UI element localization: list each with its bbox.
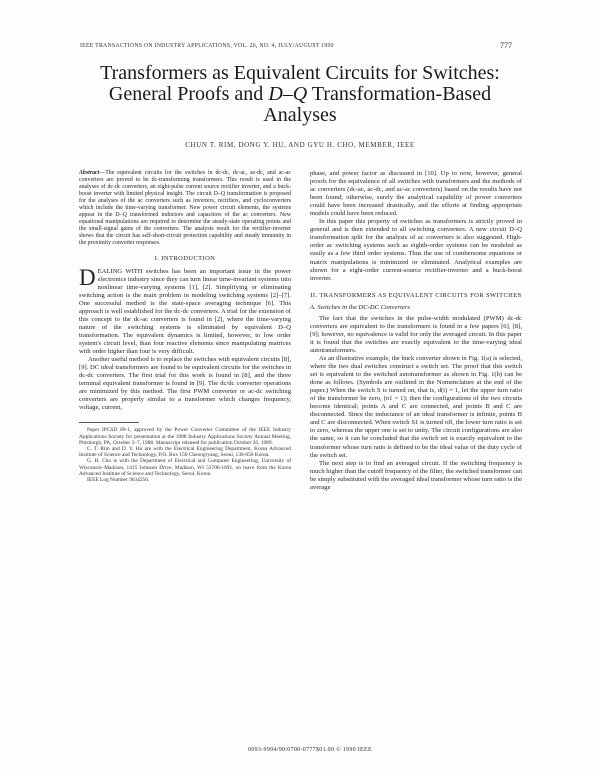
footnote-authors-1: C. T. Rim and D. Y. Hu are with the Electrical Engineering Department, Korea Advanced Institute of Science and Technology, P.O. Box 150 Cheongryang, Seoul, 130-650 Korea.	[79, 445, 291, 459]
title-line-2-end: Transformation-Based	[307, 83, 492, 105]
subsection-heading-dcdc: A. Switches in the DC-DC Converters	[310, 303, 410, 311]
page-number: 777	[500, 41, 512, 50]
title-line-3: Analyses	[263, 104, 337, 126]
abstract-text: —The equivalent circuits for the switches in dc-dc, dc-ac, ac-dc, and ac-ac converters are proved to be dc-transforming transformers. This result is used in the analyses of dc-dc converters, an eight-pulse current source rectifier inverter, and a buck-boost inverter with limited physical insight. The circuit D–Q transformation is proposed for the analyses of the ac converters such as inverters, rectifiers, and cycloconverters which include the time-varying transformer. New power circuit elements, the systems appear in the D–Q transformed inductors and capacitors of the ac converters. New equational manipulations are required to determine the steady-state operating points and the small-signal gains of the converters. The analysis result for the rectifier-inverter shows that the circuit has self-short-circuit protection capability and steady immunity in the proximity converter responses.	[79, 170, 291, 246]
right-paragraph-1: phase, and power factor as discussed in [10]. Up to now, however, general proofs for the equivalence of all switches with transformers and the methods of ac converters (dc-ac, ac-dc, and ac-ac converters) based on the results have not been found; otherwise, surely the analytical capability of power converters could have been increased drastically, and the efforts at finding appropriate models could have been reduced.	[310, 170, 522, 218]
abstract-label: Abstract	[79, 170, 100, 176]
paper-title	[60, 63, 540, 126]
intro-paragraph-2: Another useful method is to replace the switches with equivalent circuits [8], [9]. DC ideal transformers are found to be equivalent circuits for the switches in dc-dc converters. The first trial for this work is found in [8], and the three terminal equivalent transformer is found in [9]. The dc/dc converter operations are minimized by this method. The first PWM converter or ac-dc switching converters are properly similar to a transformer which changes frequency, voltage, current,	[79, 356, 291, 412]
left-column	[79, 170, 291, 483]
title-dq-math: D–Q	[268, 83, 308, 105]
running-header: IEEE TRANSACTIONS ON INDUSTRY APPLICATIONS, VOL. 26, NO. 4, JULY/AUGUST 1990	[80, 43, 334, 49]
section-heading-transformers: II. TRANSFORMERS AS EQUIVALENT CIRCUITS FOR SWITCHES	[310, 291, 522, 299]
intro-paragraph-1-text: EALING WITH switches has been an important issue in the power electronics industry since they can turn linear time-invariant systems into nonlinear time-varying systems [1], [2]. Simplifying or eliminating switching action is the main problem in modeling switching systems [2]–[7]. One successful method is the state-space averaging technique [6]. This approach is well established for the dc-dc converters. A trial for the extension of this concept to the dc-ac converters is found in [2], where the time-varying nature of the switching systems is eliminated by equivalent D–Q transformation. The equivalent dynamics is limited, however, to low order system's circuit level, than four reactive elements since manipulating matrices with order higher than four is very difficult.	[79, 267, 291, 355]
intro-paragraph-1	[79, 264, 291, 357]
title-line-2-start: General Proofs and	[108, 83, 269, 105]
drop-cap: D	[79, 264, 96, 290]
author-line: CHUN T. RIM, DONG Y. HU, AND GYU H. CHO, MEMBER, IEEE	[185, 141, 415, 149]
copyright-line: 0093-9994/90/0700-0777$01.00 © 1990 IEEE	[248, 747, 372, 753]
footnote-divider	[79, 422, 139, 423]
right-paragraph-3: The fact that the switches in the pulse-width modulated (PWM) dc-dc converters are equivalent to the transformers is found in a few papers [6], [8], [9]; however, no equivalence is valid for only the averaged circuit. In this paper it is found that the switches are exactly equivalent to the time-varying ideal autotransformers.	[310, 314, 522, 354]
title-line-2	[60, 84, 540, 105]
section-heading-introduction: I. INTRODUCTION	[154, 255, 216, 263]
abstract	[79, 170, 291, 246]
footnote-authors-2: G. H. Cho is with the Department of Electrical and Computer Engineering, University of Wisconsin–Madison, 1415 Johnson Drive, Madison, WI 53706-1691, on leave from the Korea Advanced Institute of Science and Technology, Seoul, Korea.	[79, 458, 291, 477]
title-line-1: Transformers as Equivalent Circuits for Switches:	[100, 62, 500, 84]
right-paragraph-2: In this paper this property of switches as transformers is strictly proved in general and is then extended to all switching converters. A new circuit D–Q transformation split for the analysis of ac converters is also suggested. High-order ac switching systems such as eighth-order systems can be modeled as easily as a few third order systems. Thus the use of cumbersome equations or matrix manipulations is minimized or eliminated. Analytical examples are shown for a eight-order current-source rectifier-inverter and a buck-boost inverter.	[310, 218, 522, 282]
right-column	[310, 170, 522, 492]
right-paragraph-4: As an illustrative example, the buck converter shown in Fig. 1(a) is selected, where the two dual switches construct a switch set. The proof that this switch set is equivalent to the switched autotransformer as shown in Fig. 1(b) can be done as follows. (Symbols are outlined in the Nomenclature at the end of the paper.) When the switch S is turned on, that is, d(t) = 1, let the upper turn ratio of the transformer be zero, (n1 = 1); then the configurations of the two circuits become identical; points A and C are connected, and points B and C are disconnected. Since the inductance of an ideal transformer is infinite, points B and C are disconnected. When switch S1 is turned off, the lower turn ratio is set to zero, whereas the upper one is set to unity. The circuit configurations are also the same, so it can be concluded that the switch set is exactly equivalent to the transformer whose turn ratio is defined to be the ideal value of the duty cycle of the switch set.	[310, 354, 522, 459]
footnote-log-number: IEEE Log Number 9034256.	[87, 477, 150, 483]
right-paragraph-5: The next step is to find an averaged circuit. If the switching frequency is much higher than the cutoff frequency of the filter, the switched transformer can be simply substituted with the averaged ideal transformer whose turn ratio is the average	[310, 459, 522, 491]
footnote-manuscript: Paper IPCSD 89-1, approved by the Power Converter Committee of the IEEE Industry Applications Society for presentation at the 1988 Industry Applications Society Annual Meeting, Pittsburgh, PA, October 2–7, 1988. Manuscript released for publication October 26, 1989.	[79, 427, 291, 446]
